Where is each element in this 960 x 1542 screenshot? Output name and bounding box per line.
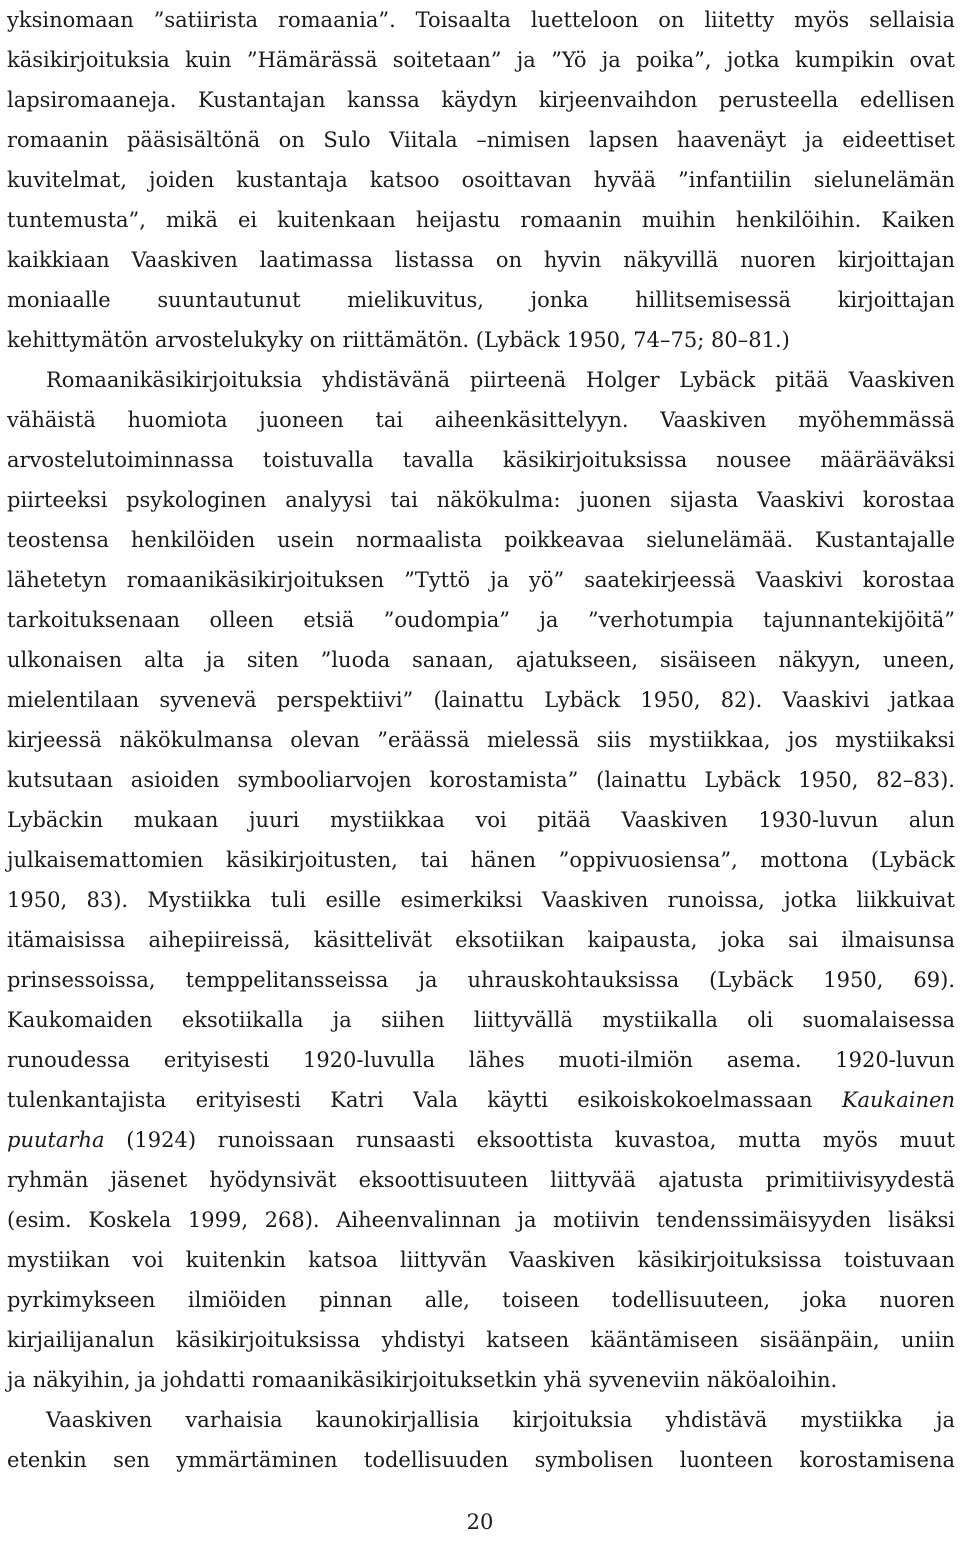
text-line: tarkoituksenaan olleen etsiä ”oudompia” ja ”verhotumpia tajunnantekijöitä” bbox=[7, 608, 955, 632]
text-line: romaanin pääsisältönä on Sulo Viitala –nimisen lapsen haavenäyt ja eideettiset bbox=[7, 128, 955, 152]
text-line: ulkonaisen alta ja siten ”luoda sanaan, ajatukseen, sisäiseen näkyyn, uneen, bbox=[7, 648, 955, 672]
text-line: tulenkantajista erityisesti Katri Vala käytti esikoiskokoelmassaan Kaukainen bbox=[7, 1088, 955, 1112]
text-line: tuntemusta”, mikä ei kuitenkaan heijastu romaanin muihin henkilöihin. Kaiken bbox=[7, 208, 955, 232]
text-line: arvostelutoiminnassa toistuvalla tavalla käsikirjoituksissa nousee määrääväksi bbox=[7, 448, 955, 472]
text-line: ryhmän jäsenet hyödynsivät eksoottisuuteen liittyvää ajatusta primitiivisyydestä bbox=[7, 1168, 955, 1192]
text-line: runoudessa erityisesti 1920-luvulla lähes muoti-ilmiön asema. 1920-luvun bbox=[7, 1048, 955, 1072]
text-line: vähäistä huomiota juoneen tai aiheenkäsittelyyn. Vaaskiven myöhemmässä bbox=[7, 408, 955, 432]
text-line: yksinomaan ”satiirista romaania”. Toisaalta luetteloon on liitetty myös sellaisia bbox=[7, 8, 955, 32]
text-line: Kaukomaiden eksotiikalla ja siihen liittyvällä mystiikalla oli suomalaisessa bbox=[7, 1008, 955, 1032]
text-line: moniaalle suuntautunut mielikuvitus, jonka hillitsemisessä kirjoittajan bbox=[7, 288, 955, 312]
text-line: (esim. Koskela 1999, 268). Aiheenvalinnan ja motiivin tendenssimäisyyden lisäksi bbox=[7, 1208, 955, 1232]
text-line: kuvitelmat, joiden kustantaja katsoo osoittavan hyvää ”infantiilin sielunelämän bbox=[7, 168, 955, 192]
text-line: kehittymätön arvostelukyky on riittämätön. (Lybäck 1950, 74–75; 80–81.) bbox=[7, 328, 790, 352]
text-line: käsikirjoituksia kuin ”Hämärässä soitetaan” ja ”Yö ja poika”, jotka kumpikin ovat bbox=[7, 48, 955, 72]
text-line: ja näkyihin, ja johdatti romaanikäsikirjoituksetkin yhä syveneviin näköaloihin. bbox=[7, 1368, 838, 1392]
text-line: lapsiromaaneja. Kustantajan kanssa käydyn kirjeenvaihdon perusteella edellisen bbox=[7, 88, 955, 112]
text-line: itämaisissa aihepiireissä, käsittelivät eksotiikan kaipausta, joka sai ilmaisunsa bbox=[7, 928, 955, 952]
text-line: Lybäckin mukaan juuri mystiikkaa voi pitää Vaaskiven 1930-luvun alun bbox=[7, 808, 955, 832]
text-line: kirjailijanalun käsikirjoituksissa yhdistyi katseen kääntämiseen sisäänpäin, uniin bbox=[7, 1328, 955, 1352]
text-line: mielentilaan syvenevä perspektiivi” (lainattu Lybäck 1950, 82). Vaaskivi jatkaa bbox=[7, 688, 955, 712]
text-line: lähetetyn romaanikäsikirjoituksen ”Tyttö ja yö” saatekirjeessä Vaaskivi korostaa bbox=[7, 568, 955, 592]
text-line: julkaisemattomien käsikirjoitusten, tai hänen ”oppivuosiensa”, mottona (Lybäck bbox=[7, 848, 955, 872]
text-line: etenkin sen ymmärtäminen todellisuuden symbolisen luonteen korostamisena bbox=[7, 1448, 955, 1472]
page-number: 20 bbox=[466, 1510, 494, 1534]
text-line: pyrkimykseen ilmiöiden pinnan alle, toiseen todellisuuteen, joka nuoren bbox=[7, 1288, 955, 1312]
text-line: piirteeksi psykologinen analyysi tai näkökulma: juonen sijasta Vaaskivi korostaa bbox=[7, 488, 955, 512]
text-line: kirjeessä näkökulmansa olevan ”eräässä mielessä siis mystiikkaa, jos mystiikaksi bbox=[7, 728, 955, 752]
text-line: 1950, 83). Mystiikka tuli esille esimerkiksi Vaaskiven runoissa, jotka liikkuivat bbox=[7, 888, 955, 912]
text-line: kaikkiaan Vaaskiven laatimassa listassa on hyvin näkyvillä nuoren kirjoittajan bbox=[7, 248, 955, 272]
text-line: puutarha (1924) runoissaan runsaasti eksoottista kuvastoa, mutta myös muut bbox=[7, 1128, 955, 1152]
text-line: Romaanikäsikirjoituksia yhdistävänä piirteenä Holger Lybäck pitää Vaaskiven bbox=[46, 368, 955, 392]
text-line: prinsessoissa, temppelitansseissa ja uhrauskohtauksissa (Lybäck 1950, 69). bbox=[7, 968, 955, 992]
text-line: Vaaskiven varhaisia kaunokirjallisia kirjoituksia yhdistävä mystiikka ja bbox=[46, 1408, 955, 1432]
text-line: mystiikan voi kuitenkin katsoa liittyvän Vaaskiven käsikirjoituksissa toistuvaan bbox=[7, 1248, 955, 1272]
text-line: kutsutaan asioiden symbooliarvojen korostamista” (lainattu Lybäck 1950, 82–83). bbox=[7, 768, 955, 792]
text-line: teostensa henkilöiden usein normaalista poikkeavaa sielunelämää. Kustantajalle bbox=[7, 528, 955, 552]
